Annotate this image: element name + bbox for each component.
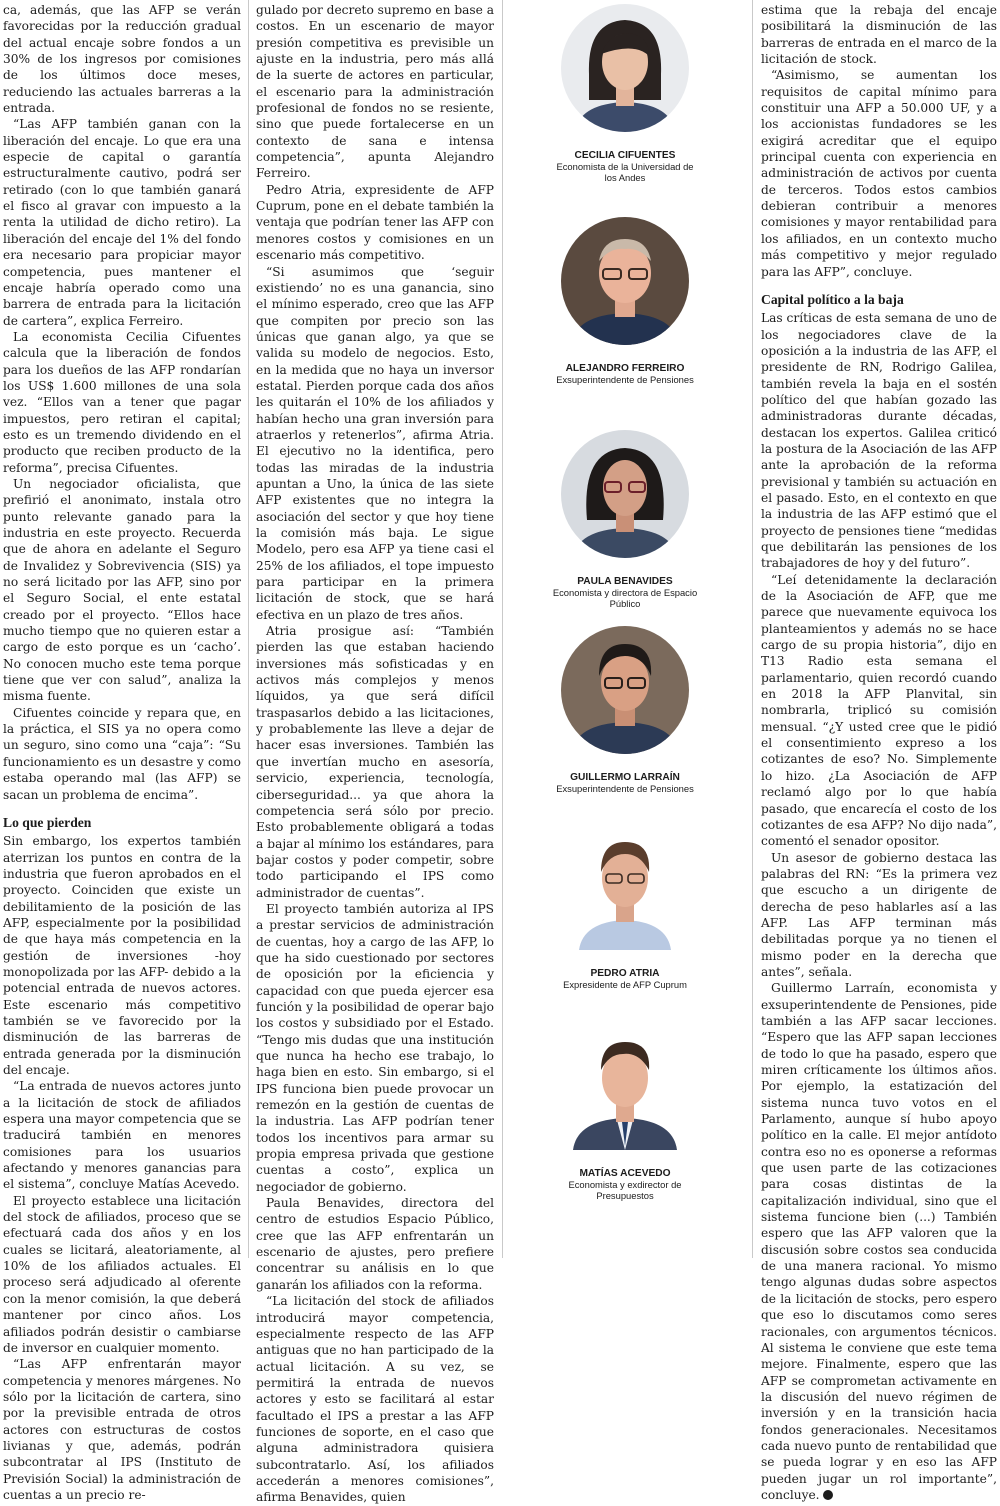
profile-name: PAULA BENAVIDES bbox=[577, 576, 673, 587]
paragraph bbox=[761, 980, 997, 1503]
section-heading: Capital político a la baja bbox=[761, 291, 904, 307]
profile-name: GUILLERMO LARRAÍN bbox=[570, 772, 680, 783]
column-divider bbox=[502, 0, 503, 1258]
profile-role: Exsuperintendente de Pensiones bbox=[556, 783, 694, 794]
end-of-article-icon bbox=[823, 1490, 833, 1500]
paragraph: Un asesor de gobierno destaca las palabras del RN: “Es la primera vez que escucho a un dirigente de derecha de peso hablarles así a las AFP. Las AFP terminan más debilitadas porque ya no tienen el mismo poder en la derecha que antes”, señala. bbox=[761, 850, 997, 979]
paragraph: Sin embargo, los expertos también aterrizan los puntos en contra de la industria que fueron aprobados en el proyecto. Coinciden que existe un debilitamiento de la posición de las AFP, especialmente por la posibilidad de que haya más competencia en la gestión de inversiones -hoy monopolizada por las AFP- debido a la potencial entrada de nuevos actores. Este escenario más competitivo también se ve favorecido por la disminución de las barreras de entrada generada por la disminución del encaje. bbox=[3, 834, 241, 1077]
portrait-photo bbox=[561, 822, 689, 950]
paragraph: ca, además, que las AFP se verán favorecidas por la reducción gradual del actual encaje sobre fondos a un 30% de los ingresos por comisiones de los últimos doce meses, reduciendo las actuales barreras a la entrada. bbox=[3, 3, 241, 116]
paragraph: “Leí detenidamente la declaración de la Asociación de AFP, que me parece que nuevamente equivoca los planteamientos y además no se hace cargo de su propia historia”, dijo en T13 Radio esta semana el parlamentario, quien recordó cuando en 2018 la AFP Planvital, sin nombrarla, triplicó su comisión mensual. “¿Y usted cree que le pidió el consentimiento expreso a los cotizantes de eso? No. Simplemente lo hizo. ¿La Asociación de AFP reclamó algo por lo que había pasado, que encarecía el costo de los cotizantes de esa AFP? No dijo nada”, comentó el senador opositor. bbox=[761, 572, 997, 849]
portrait-photo bbox=[561, 430, 689, 558]
column-divider bbox=[752, 0, 753, 1258]
profile-card bbox=[552, 4, 698, 183]
profile-card bbox=[552, 822, 698, 991]
profile-name: PEDRO ATRIA bbox=[590, 968, 660, 979]
paragraph: “Las AFP enfrentarán mayor competencia y menores márgenes. No sólo por la licitación de cartera, sino por la previsible entrada de otros actores con estructuras de costos livianas y que, además, podrán subcontratar al IPS (Instituto de Previsión Social) la administración de cuentas a un precio re- bbox=[3, 1357, 241, 1502]
paragraph: gulado por decreto supremo en base a costos. En un escenario de mayor presión competitiva es previsible un ajuste en la industria, pero más allá de la suerte de actores en particular, el escenario para la administración profesional de fondos no se resiente, sino que puede fortalecerse en un contexto de sana e intensa competencia”, apunta Alejandro Ferreiro. bbox=[256, 3, 494, 181]
paragraph: “La licitación del stock de afiliados introducirá mayor competencia, especialmente respecto de las AFP antiguas que no han participado de la actual licitación. A su vez, se permitirá la entrada de nuevos actores y esto se facilitará al estar facultado el IPS a prestar a las AFP funciones de soporte, en el caso que alguna administradora quisiera subcontratarlo. Así, los afiliados accederán a menores comisiones”, afirma Benavides, quien bbox=[256, 1294, 494, 1505]
portrait-photo bbox=[561, 1022, 689, 1150]
profile-name: CECILIA CIFUENTES bbox=[574, 150, 676, 161]
profile-card bbox=[552, 1022, 698, 1201]
paragraph: La economista Cecilia Cifuentes calcula que la liberación de fondos para los dueños de las AFP rondarían los US$ 1.600 millones de una sola vez. “Ellos van a tener que pagar impuestos, pero retiran el capital; esto es un tremendo dividendo en el producto que reciben producto de la reforma”, precisa Cifuentes. bbox=[3, 329, 241, 475]
profile-role: Economista de la Universidad de los Andes bbox=[556, 161, 694, 183]
profile-name: MATÍAS ACEVEDO bbox=[579, 1168, 671, 1179]
profile-role: Economista y exdirector de Presupuestos bbox=[568, 1179, 682, 1201]
paragraph: “Las AFP también ganan con la liberación del encaje. Lo que era una especie de capital o garantía estructuralmente cautivo, podrá ser retirado (con lo que también ganará el fisco al gravar con impuesto a la renta la utilidad de dicho retiro). La liberación del encaje del 1% del fondo era necesario para propiciar mayor competencia, pues mantener el encaje habría operado como una barrera de entrada para la licitación de cartera”, explica Ferreiro. bbox=[3, 117, 241, 328]
article-column-4 bbox=[761, 2, 997, 1503]
paragraph: Paula Benavides, directora del centro de estudios Espacio Público, cree que las AFP enfrentarán un escenario de ajustes, pero prefiere concentrar su análisis en lo que ganarán los afiliados con la reforma. bbox=[256, 1196, 494, 1292]
paragraph: “Asimismo, se aumentan los requisitos de capital mínimo para constituir una AFP a 50.000 UF, y a los accionistas fundadores se les exigirá acreditar que el equipo principal cuenta con experiencia en administración de activos por cuenta de terceros. Todos estos cambios debieran contribuir a menores comisiones y mayor rentabilidad para los afiliados, en un contexto mucho más competitivo y mejor regulado para las AFP”, concluye. bbox=[761, 68, 997, 279]
paragraph: Pedro Atria, expresidente de AFP Cuprum, pone en el debate también la ventaja que podrían tener las AFP con menores costos y comisiones en un escenario más competitivo. bbox=[256, 182, 494, 263]
paragraph: “La entrada de nuevos actores junto a la licitación de stock de afiliados espera una mayor competencia que se traducirá también en menores comisiones para los usuarios afectando y menores ganancias para el sistema”, concluye Matías Acevedo. bbox=[3, 1079, 241, 1192]
article-column-2 bbox=[256, 2, 494, 1506]
profile-card bbox=[552, 217, 698, 386]
paragraph: Atria prosigue así: “También pierden las que estaban haciendo inversiones más sofisticadas y en activos más complejos y menos líquidos, ya que será difícil traspasarlos debido a las licitaciones, y probablemente las lleve a dejar de hacer esas inversiones. También las que invertían mucho en asesoría, servicio, experiencia, tecnología, ciberseguridad... ya que ahora la competencia será sólo por precio. Esto probablemente obligará a todas a bajar al mínimo los estándares, para bajar costos y poder competir, sobre todo participando el IPS como administrador de cuentas”. bbox=[256, 624, 494, 900]
profile-role: Economista y directora de Espacio Público bbox=[552, 587, 698, 609]
paragraph: Cifuentes coincide y repara que, en la práctica, el SIS ya no opera como un seguro, sino como una “caja”: “Su funcionamiento es un desastre y como estaba operando mal (las AFP) se sacan un problema de encima”. bbox=[3, 705, 241, 802]
paragraph: Las críticas de esta semana de uno de los negociadores clave de la oposición a la industria de las AFP, el presidente de RN, Rodrigo Galilea, también revela la baja en el sostén político del que habían gozado las administradoras durante décadas, destacan los expertos. Galilea criticó la postura de la Asociación de las AFP ante la aprobación de la reforma previsional y también su actuación en el pasado. Esto, en el contexto en que la industria de las AFP estimó que el proyecto de pensiones tiene “medidas que debilitarán las pensiones de los trabajadores de hoy y del futuro”. bbox=[761, 311, 997, 571]
portrait-photo bbox=[561, 4, 689, 132]
closing-paragraph-text: Guillermo Larraín, economista y exsuperintendente de Pensiones, pide también a las AFP sacar lecciones. “Espero que las AFP sapan lecciones de todo lo que ha pasado, espero que miren críticamente los últimos años. Por ejemplo, la estatización del sistema nunca tuvo votos en el Parlamento, aunque sí hubo apoyo político en la calle. El mejor antídoto contra eso no es oponerse a reformas que usen parte de las cotizaciones para cosas distintas de la capitalización individual, sino que el sistema funcione bien (...) También espero que las AFP valoren que la discusión sobre costos sea conducida de una manera racional. Yo mismo tengo algunas dudas sobre aspectos de la licitación de stocks, pero espero que eso lo discutamos como seres racionales, con argumentos técnicos. Al sistema le conviene que este tema mejore. Finalmente, espero que las AFP se comprometan activamente en la discusión del nuevo régimen de inversión y en la transición hacia fondos generacionales. Necesitamos cada nuevo punto de rentabilidad que se pueda lograr y en eso las AFP pueden jugar un rol importante”, concluye. bbox=[761, 981, 997, 1502]
profile-role: Exsuperintendente de Pensiones bbox=[556, 374, 694, 385]
paragraph: Un negociador oficialista, que prefirió el anonimato, instala otro punto relevante ganado para la industria en este proyecto. Recuerda que de ahora en adelante el Seguro de Invalidez y Sobrevivencia (SIS) ya no será licitado por las AFP, sino por el Seguro Social, el ente estatal creado por el proyecto. “Ellos hace mucho tiempo que no quieren estar a cargo de esto porque es un ‘cacho’. No conocen mucho este tema porque tiene que ver con salud”, analiza la misma fuente. bbox=[3, 476, 241, 704]
paragraph: El proyecto también autoriza al IPS a prestar servicios de administración de cuentas, hoy a cargo de las AFP, lo que ha sido cuestionado por sectores de oposición por la eficiencia y capacidad con que pueda ejercer esa función y la posibilidad de operar bajo los costos y subsidiado por el Estado. “Tengo mis dudas que una institución que nunca ha hecho ese trabajo, lo haga bien en esto. Sin embargo, si el IPS funciona bien puede provocar un remezón en la gestión de cuentas de la industria. Las AFP podrían tener todos los incentivos para armar su propia empresa privada que gestione cuentas a costo”, explica un negociador de gobierno. bbox=[256, 901, 494, 1194]
paragraph: estima que la rebaja del encaje posibilitará la disminución de las barreras de entrada en el marco de la licitación de stock. bbox=[761, 3, 997, 67]
profile-role: Expresidente de AFP Cuprum bbox=[563, 979, 687, 990]
portrait-photo bbox=[561, 626, 689, 754]
section-heading: Lo que pierden bbox=[3, 814, 92, 830]
profile-name: ALEJANDRO FERREIRO bbox=[565, 363, 685, 374]
paragraph: El proyecto establece una licitación del stock de afiliados, proceso que se efectuará cada dos años y en los cuales se licitará, aleatoriamente, al 10% de los afiliados actuales. El proceso será adjudicado al oferente con la menor comisión, la que deberá mantener por cinco años. Los afiliados podrán desistir o cambiarse de inversor en cualquier momento. bbox=[3, 1193, 241, 1355]
profile-card bbox=[552, 626, 698, 795]
column-divider bbox=[248, 0, 249, 1258]
portrait-photo bbox=[561, 217, 689, 345]
article-column-1 bbox=[3, 2, 241, 1503]
paragraph: “Si asumimos que ‘seguir existiendo’ no es una ganancia, sino el mínimo esperado, creo que las AFP que compiten por precio son las únicas que ganan algo, ya que se valida su modelo de negocios. Esto, en la medida que no haya un inversor estatal. Pierden porque cada dos años les quitarán el 10% de los afiliados y habían hecho una gran inversión para atraerlos y retenerlos”, afirma Atria. El ejecutivo no la identifica, pero todas las miradas de la industria apuntan a Uno, la única de las siete AFP existentes que no integra la asociación del sector y que hoy tiene la comisión más baja. Le sigue Modelo, pero esa AFP ya tiene casi el 25% de los afiliados, el tope impuesto para participar en la primera licitación de stock, que se hará efectiva en un plazo de tres años. bbox=[256, 264, 494, 622]
profile-card bbox=[552, 430, 698, 609]
